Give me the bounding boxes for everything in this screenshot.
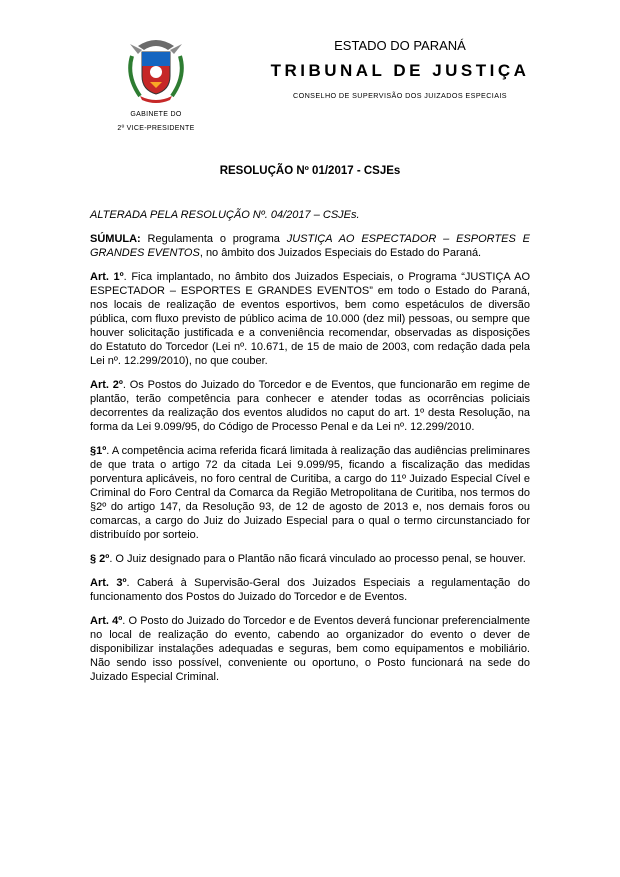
art4-label: Art. 4º — [90, 615, 123, 627]
par2-label: § 2º — [90, 553, 110, 565]
alterada-note: ALTERADA PELA RESOLUÇÃO Nº. 04/2017 – CSJEs. — [90, 209, 360, 221]
art4-text: . O Posto do Juizado do Torcedor e de Eventos deverá funcionar preferencialmente no local de realização do evento, cabendo ao organizador do evento o dever de disponibilizar instalações adequadas e seguras, bem como equipamentos e mobiliário. Não sendo isso possível, conveniente ou oportuno, o Posto funcionará na sede do Juizado Especial Criminal. — [90, 615, 530, 683]
sumula-text-a: Regulamenta o programa — [140, 233, 287, 245]
par1-text: . A competência acima referida ficará limitada à realização das audiências preliminares de que trata o artigo 72 da citada Lei 9.099/95, ficando a fiscalização das medidas porventura aplicáveis, no foro central de Curitiba, a cargo do 11º Juizado Especial Cível e Criminal do Foro Central da Comarca da Região Metropolitana de Curitiba, nos termos do §2º do artigo 147, da Resolução 93, de 12 de agosto de 2013 e, nos demais foros ou comarcas, a cargo do Juiz do Juizado Especial para o qual o termo circunstanciado for distribuído por sorteio. — [90, 445, 530, 541]
par1-paragraph — [90, 444, 530, 542]
header-conselho: CONSELHO DE SUPERVISÃO DOS JUIZADOS ESPECIAIS — [293, 91, 507, 100]
document-body — [90, 208, 530, 684]
gabinete-line-2: 2º VICE-PRESIDENTE — [117, 125, 195, 132]
par2-text: . O Juiz designado para o Plantão não ficará vinculado ao processo penal, se houver. — [109, 553, 526, 565]
art3-label: Art. 3º — [90, 577, 127, 589]
sumula-paragraph — [90, 232, 530, 260]
art1-label: Art. 1º — [90, 271, 124, 283]
art1-paragraph — [90, 270, 530, 368]
sumula-label: SÚMULA: — [90, 233, 141, 245]
parana-coat-of-arms-icon — [124, 36, 188, 106]
header-estado: ESTADO DO PARANÁ — [334, 38, 466, 53]
par2-paragraph — [90, 552, 530, 566]
art2-label: Art. 2º — [90, 379, 123, 391]
art1-text: . Fica implantado, no âmbito dos Juizados Especiais, o Programa “JUSTIÇA AO ESPECTADOR – ESPORTES E GRANDES EVENTOS” em todo o Estado do Paraná, nos locais de realização de eventos esportivos, bem como espetáculos de diversão pública, com fluxo previsto de público acima de 10.000 (dez mil) pessoas, ou sempre que houver solicitação justificada e a conveniência recomendar, observadas as disposições do Estatuto do Torcedor (Lei nº. 10.671, de 15 de maio de 2003, com redação dada pela Lei nº. 12.299/2010), no que couber. — [90, 271, 530, 367]
art3-text: . Caberá à Supervisão-Geral dos Juizados Especiais a regulamentação do funcionamento dos Postos do Juizado do Torcedor e de Eventos. — [90, 577, 530, 603]
sumula-text-b: , no âmbito dos Juizados Especiais do Estado do Paraná. — [199, 247, 482, 259]
art3-paragraph — [90, 576, 530, 604]
gabinete-line-1: GABINETE DO — [130, 111, 182, 118]
par1-label: §1º — [90, 445, 107, 457]
art2-paragraph — [90, 378, 530, 434]
sumula-program: JUSTIÇA AO ESPECTADOR – ESPORTES E GRANDES EVENTOS — [90, 233, 530, 259]
header-tribunal: TRIBUNAL DE JUSTIÇA — [270, 61, 530, 80]
page-title: RESOLUÇÃO Nº 01/2017 - CSJEs — [219, 165, 401, 177]
art2-text: . Os Postos do Juizado do Torcedor e de Eventos, que funcionarão em regime de plantão, terão competência para conhecer e atender todas as ocorrências policiais decorrentes da realização dos eventos aludidos no caput do art. 1º desta Resolução, na forma da Lei 9.099/95, do Código de Processo Penal e da Lei nº. 12.299/2010. — [90, 379, 530, 433]
art4-paragraph — [90, 614, 530, 684]
